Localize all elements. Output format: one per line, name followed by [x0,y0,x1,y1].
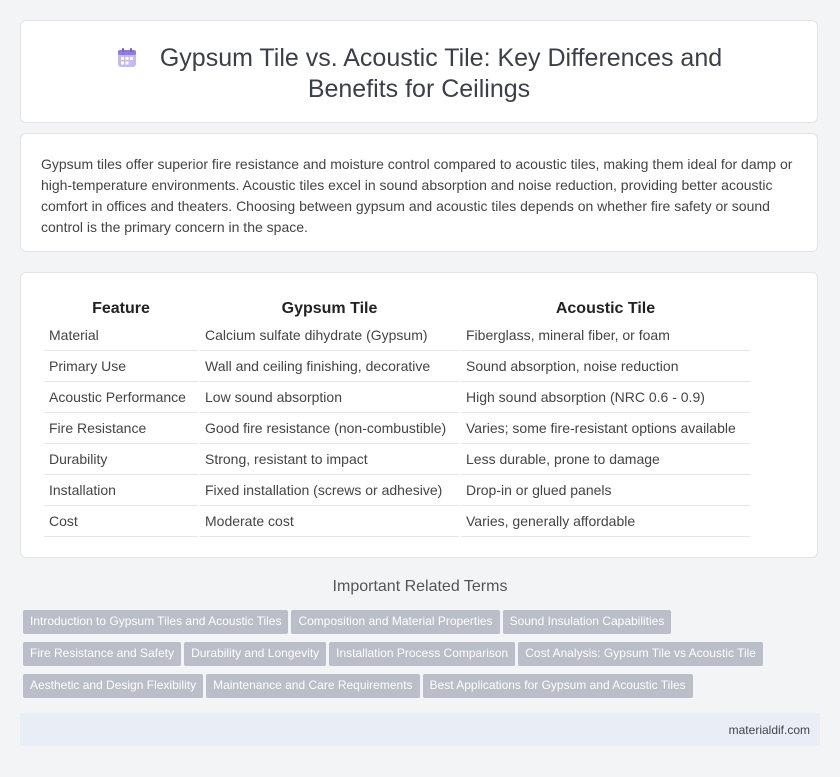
gypsum-cell: Strong, resistant to impact [200,444,459,475]
table-row [44,351,750,382]
related-tag[interactable]: Fire Resistance and Safety [23,642,181,666]
acoustic-cell: High sound absorption (NRC 0.6 - 0.9) [461,382,750,413]
table-header-row [44,295,750,320]
title-wrap [71,43,767,105]
page-title [71,43,767,105]
acoustic-cell: Sound absorption, noise reduction [461,351,750,382]
acoustic-cell: Varies, generally affordable [461,506,750,537]
comparison-table [42,295,752,537]
gypsum-cell: Moderate cost [200,506,459,537]
gypsum-cell: Fixed installation (screws or adhesive) [200,475,459,506]
related-tag[interactable]: Best Applications for Gypsum and Acoustic Tiles [423,674,693,698]
acoustic-cell: Varies; some fire-resistant options available [461,413,750,444]
related-tag[interactable]: Aesthetic and Design Flexibility [23,674,203,698]
related-tag[interactable]: Composition and Material Properties [291,610,499,634]
related-tag[interactable]: Installation Process Comparison [329,642,515,666]
related-tag[interactable]: Maintenance and Care Requirements [206,674,419,698]
table-row [44,413,750,444]
related-tag[interactable]: Cost Analysis: Gypsum Tile vs Acoustic Tile [518,642,763,666]
feature-cell: Installation [44,475,198,506]
intro-card [20,133,818,252]
calendar-icon [116,47,138,69]
footer-site-link[interactable]: materialdif.com [728,723,810,737]
related-tag[interactable]: Durability and Longevity [184,642,326,666]
table-row [44,444,750,475]
header-card [20,20,818,123]
header-feature: Feature [92,300,150,317]
feature-cell: Primary Use [44,351,198,382]
related-tags [23,610,823,706]
acoustic-cell: Fiberglass, mineral fiber, or foam [461,320,750,351]
related-tag[interactable]: Sound Insulation Capabilities [503,610,672,634]
feature-cell: Cost [44,506,198,537]
table-row [44,320,750,351]
table-row [44,382,750,413]
table-row [44,506,750,537]
acoustic-cell: Less durable, prone to damage [461,444,750,475]
intro-text: Gypsum tiles offer superior fire resistance and moisture control compared to acoustic tiles, making them ideal for damp or high-temperature environments. Acoustic tiles excel in sound absorption and noise reduction, providing better acoustic comfort in offices and theaters. Choosing between gypsum and acoustic tiles depends on whether fire safety or sound control is the primary concern in the space. [41,156,793,235]
feature-cell: Durability [44,444,198,475]
header-gypsum: Gypsum Tile [281,300,378,317]
gypsum-cell: Wall and ceiling finishing, decorative [200,351,459,382]
gypsum-cell: Good fire resistance (non-combustible) [200,413,459,444]
header-acoustic: Acoustic Tile [555,300,656,317]
page-title-text: Gypsum Tile vs. Acoustic Tile: Key Differences and Benefits for Ceilings [159,44,723,103]
comparison-card [20,272,818,558]
related-tag[interactable]: Introduction to Gypsum Tiles and Acoustic Tiles [23,610,288,634]
feature-cell: Fire Resistance [44,413,198,444]
related-terms-title: Important Related Terms [332,578,508,595]
feature-cell: Acoustic Performance [44,382,198,413]
gypsum-cell: Low sound absorption [200,382,459,413]
footer [20,713,820,746]
feature-cell: Material [44,320,198,351]
acoustic-cell: Drop-in or glued panels [461,475,750,506]
gypsum-cell: Calcium sulfate dihydrate (Gypsum) [200,320,459,351]
table-row [44,475,750,506]
